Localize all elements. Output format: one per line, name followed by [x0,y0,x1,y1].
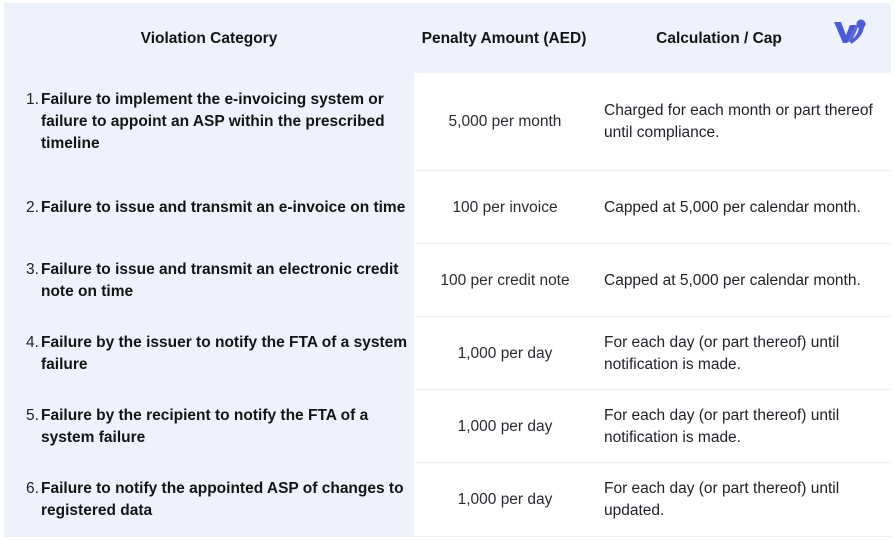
row-divider [4,536,891,537]
calculation-cell: Charged for each month or part thereof until compliance. [604,102,873,141]
violation-text: Failure to notify the appointed ASP of changes to registered data [41,480,404,519]
row-number: 6. [26,480,39,497]
violation-text: Failure by the recipient to notify the FTA of a system failure [41,406,369,446]
penalty-amount-cell: 1,000 per day [457,344,553,362]
penalty-table [4,3,891,537]
table-row [4,390,891,463]
table-row [4,244,891,317]
row-number: 4. [26,333,39,351]
violation-category-cell [26,73,411,171]
table-row [4,73,891,171]
penalty-amount-cell: 5,000 per month [448,113,562,130]
violation-text: Failure by the issuer to notify the FTA of a system failure [41,333,408,373]
violation-category-cell [26,244,411,317]
calculation-cell: For each day (or part thereof) until notification is made. [604,333,840,373]
table-row [4,171,891,244]
violation-text: Failure to issue and transmit an electronic credit note on time [41,260,399,300]
header-calculation-cap: Calculation / Cap [656,29,782,47]
penalty-amount-cell: 100 per invoice [452,198,558,216]
calculation-cell: For each day (or part thereof) until updated. [604,480,840,519]
row-number: 3. [26,260,39,278]
penalty-amount-cell: 1,000 per day [457,417,553,435]
table-header [4,3,891,73]
row-number: 5. [26,406,39,424]
header-penalty-amount: Penalty Amount (AED) [421,29,587,47]
row-number: 2. [26,198,39,216]
violation-category-cell [26,463,411,537]
violation-text: Failure to issue and transmit an e-invoice on time [41,198,406,216]
violation-text: Failure to implement the e-invoicing system or failure to appoint an ASP within the prescribed timeline [41,91,385,152]
header-violation-category: Violation Category [140,29,278,47]
violation-category-cell [26,317,411,390]
table-row [4,463,891,537]
violation-category-cell [26,171,411,244]
table-row [4,317,891,390]
penalty-amount-cell: 100 per credit note [440,271,570,289]
w-logo-icon [832,17,868,47]
row-number: 1. [26,91,39,108]
calculation-cell: Capped at 5,000 per calendar month. [604,198,861,216]
penalty-amount-cell: 1,000 per day [457,491,553,508]
violation-category-cell [26,390,411,463]
calculation-cell: Capped at 5,000 per calendar month. [604,271,861,289]
calculation-cell: For each day (or part thereof) until notification is made. [604,406,840,446]
